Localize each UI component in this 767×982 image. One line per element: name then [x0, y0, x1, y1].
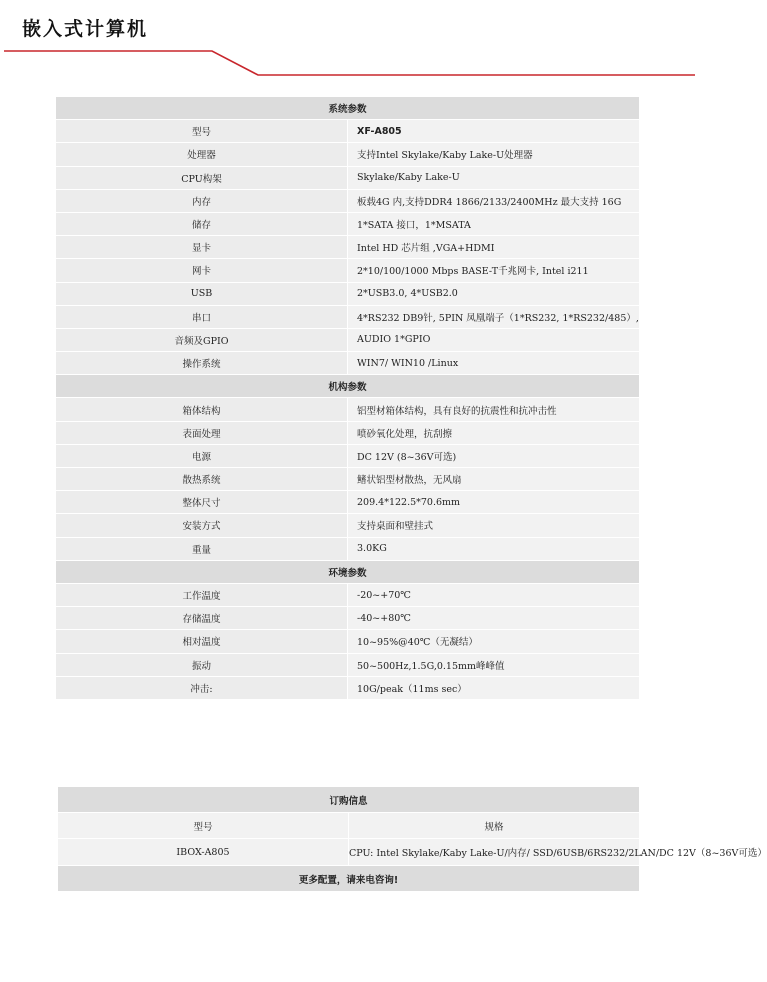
section-header-row: [56, 97, 640, 120]
spec-label: 相对温度: [56, 630, 348, 653]
spec-label: 音频及GPIO: [56, 328, 348, 351]
order-header-model: 型号: [58, 813, 349, 839]
spec-label: 散热系统: [56, 468, 348, 491]
spec-value: 10G/peak（11ms sec）: [348, 676, 640, 699]
spec-value: Skylake/Kaby Lake-U: [348, 166, 640, 189]
spec-value: 2*10/100/1000 Mbps BASE-T千兆网卡, Intel i211: [348, 259, 640, 282]
spec-row: [56, 444, 640, 467]
spec-label: 安装方式: [56, 514, 348, 537]
spec-row: [56, 398, 640, 421]
section-title: 系统参数: [56, 97, 640, 120]
spec-value: 喷砂氧化处理，抗刮擦: [348, 421, 640, 444]
spec-row: [56, 491, 640, 514]
spec-row: [56, 143, 640, 166]
page-title: 嵌入式计算机: [22, 18, 149, 40]
spec-label: 整体尺寸: [56, 491, 348, 514]
spec-row: [56, 305, 640, 328]
spec-value: WIN7/ WIN10 /Linux: [348, 352, 640, 375]
spec-label: 存储温度: [56, 607, 348, 630]
spec-row: [56, 189, 640, 212]
spec-label: 储存: [56, 212, 348, 235]
spec-label: 表面处理: [56, 421, 348, 444]
spec-row: [56, 259, 640, 282]
spec-row: [56, 607, 640, 630]
spec-value: DC 12V (8~36V可选): [348, 444, 640, 467]
spec-row: [56, 676, 640, 699]
spec-label: 工作温度: [56, 583, 348, 606]
section-header-row: [56, 560, 640, 583]
order-header-row: [58, 813, 640, 839]
spec-row: [56, 166, 640, 189]
spec-label: CPU构架: [56, 166, 348, 189]
spec-value: 10~95%@40℃（无凝结）: [348, 630, 640, 653]
order-footer: 更多配置，请来电咨询!: [58, 866, 640, 892]
spec-label: 串口: [56, 305, 348, 328]
section-title: 环境参数: [56, 560, 640, 583]
order-title: 订购信息: [58, 787, 640, 813]
spec-value: XF-A805: [348, 120, 640, 143]
spec-value: 板载4G 内,支持DDR4 1866/2133/2400MHz 最大支持 16G: [348, 189, 640, 212]
section-title: 机构参数: [56, 375, 640, 398]
spec-row: [56, 468, 640, 491]
spec-label: 操作系统: [56, 352, 348, 375]
order-table: [57, 786, 767, 892]
spec-value: 50~500Hz,1.5G,0.15mm峰峰值: [348, 653, 640, 676]
header-divider: [0, 0, 695, 80]
spec-value: 1*SATA 接口，1*MSATA: [348, 212, 640, 235]
spec-label: 冲击:: [56, 676, 348, 699]
spec-label: 箱体结构: [56, 398, 348, 421]
spec-value: 2*USB3.0, 4*USB2.0: [348, 282, 640, 305]
spec-row: [56, 352, 640, 375]
spec-value: AUDIO 1*GPIO: [348, 328, 640, 351]
spec-label: 电源: [56, 444, 348, 467]
spec-value: Intel HD 芯片组 ,VGA+HDMI: [348, 236, 640, 259]
spec-value: 209.4*122.5*70.6mm: [348, 491, 640, 514]
spec-value: -40~+80℃: [348, 607, 640, 630]
spec-value: 鳍状铝型材散热，无风扇: [348, 468, 640, 491]
spec-label: 显卡: [56, 236, 348, 259]
spec-row: [56, 653, 640, 676]
spec-value: 3.0KG: [348, 537, 640, 560]
spec-row: [56, 630, 640, 653]
spec-row: [56, 421, 640, 444]
spec-row: [56, 120, 640, 143]
order-spec-cell: CPU: Intel Skylake/Kaby Lake-U/内存/ SSD/6USB/6RS232/2LAN/DC 12V（8~36V可选）: [349, 839, 640, 866]
section-header-row: [56, 375, 640, 398]
spec-value: 4*RS232 DB9针, 5PIN 凤凰端子（1*RS232, 1*RS232/485）,: [348, 305, 640, 328]
spec-label: 振动: [56, 653, 348, 676]
spec-value: -20~+70℃: [348, 583, 640, 606]
spec-value: 支持Intel Skylake/Kaby Lake-U处理器: [348, 143, 640, 166]
spec-row: [56, 328, 640, 351]
spec-table: [55, 96, 640, 700]
spec-label: 处理器: [56, 143, 348, 166]
spec-row: [56, 282, 640, 305]
spec-row: [56, 514, 640, 537]
order-model-cell: IBOX-A805: [58, 839, 349, 866]
spec-label: USB: [56, 282, 348, 305]
spec-label: 重量: [56, 537, 348, 560]
spec-row: [56, 583, 640, 606]
spec-row: [56, 537, 640, 560]
spec-value: 支持桌面和壁挂式: [348, 514, 640, 537]
spec-value: 铝型材箱体结构，具有良好的抗震性和抗冲击性: [348, 398, 640, 421]
header-divider-line: [4, 51, 695, 75]
spec-label: 网卡: [56, 259, 348, 282]
spec-label: 型号: [56, 120, 348, 143]
spec-row: [56, 236, 640, 259]
order-row: [58, 839, 640, 866]
spec-label: 内存: [56, 189, 348, 212]
order-title-row: [58, 787, 640, 813]
spec-row: [56, 212, 640, 235]
order-footer-row: [58, 866, 640, 892]
order-header-spec: 规格: [349, 813, 640, 839]
